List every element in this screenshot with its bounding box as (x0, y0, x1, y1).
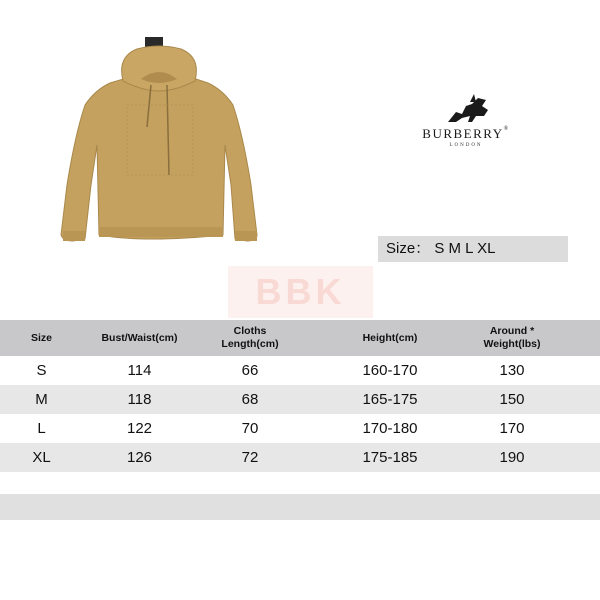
header-weight: Around * Weight(lbs) (483, 325, 541, 350)
cell-bust: 114 (127, 362, 152, 379)
cell-weight: 170 (499, 420, 525, 437)
cell-length: 70 (241, 420, 259, 437)
table-row (0, 356, 600, 385)
empty-table-row (0, 494, 600, 520)
brand-name: BURBERRY® (422, 126, 510, 141)
brand-logo (400, 92, 540, 152)
table-row (0, 443, 600, 472)
brand-city: LONDON (449, 143, 483, 148)
cell-bust: 122 (126, 420, 153, 437)
header-height: Height(cm) (362, 331, 418, 344)
table-row (0, 385, 600, 414)
cell-height: 160-170 (362, 362, 418, 379)
cell-size: M (35, 391, 48, 408)
header-bust-waist: Bust/Waist(cm) (101, 331, 178, 344)
cell-height: 170-180 (362, 420, 418, 437)
cell-length: 72 (241, 449, 259, 466)
cell-length: 66 (241, 362, 259, 379)
table-row (0, 414, 600, 443)
header-cloths-length: Cloths Length(cm) (221, 325, 279, 350)
cell-weight: 130 (499, 362, 525, 379)
cell-height: 165-175 (362, 391, 418, 408)
cell-size: XL (32, 449, 51, 466)
watermark: BBK (228, 266, 373, 318)
size-chart-table (0, 320, 600, 472)
cell-weight: 150 (499, 391, 525, 408)
cell-weight: 190 (499, 449, 525, 466)
cell-size: S (36, 362, 47, 379)
cell-bust: 126 (126, 449, 153, 466)
cell-bust: 118 (127, 391, 152, 408)
cell-height: 175-185 (362, 449, 418, 466)
header-size: Size (30, 331, 52, 344)
table-header-row (0, 320, 600, 356)
size-options-label: Size： S M L XL (378, 236, 568, 262)
equestrian-knight-icon (400, 92, 532, 126)
cell-size: L (37, 420, 46, 437)
product-image-hoodie (55, 35, 265, 250)
cell-length: 68 (241, 391, 259, 408)
